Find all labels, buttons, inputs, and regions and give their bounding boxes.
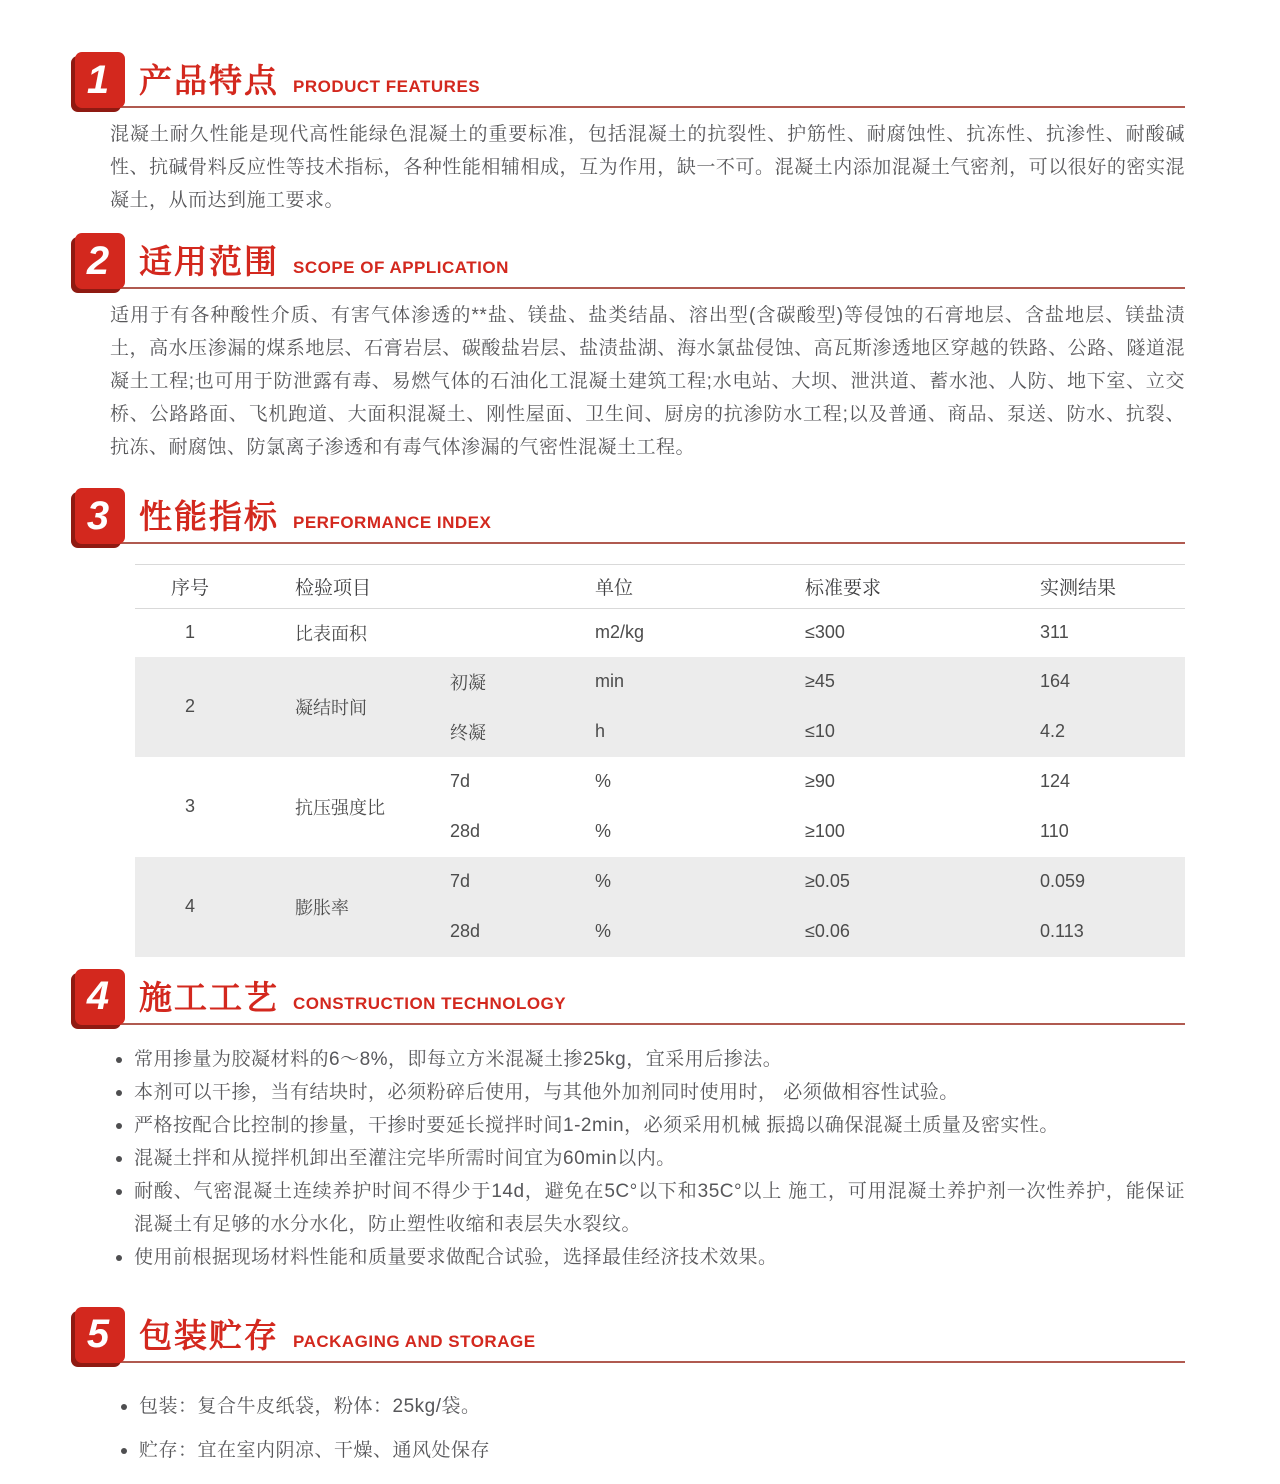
col-header-unit: 单位: [595, 578, 634, 599]
section-3-header: [75, 486, 1185, 546]
bullet-item: 常用掺量为胶凝材料的6～8%，即每立方米混凝土掺25kg，宜采用后掺法。: [113, 1043, 1185, 1076]
cell-standard: ≤0.06: [805, 921, 850, 941]
section-titles: [139, 236, 1185, 283]
section-title-zh: 性能指标: [139, 498, 279, 535]
cell-sub-item: 28d: [450, 821, 481, 841]
cell-unit: %: [595, 821, 612, 841]
section-number: 4: [86, 974, 110, 1018]
cell-standard: ≥100: [805, 821, 845, 841]
col-header-standard: 标准要求: [805, 578, 882, 599]
cell-sub-item: 初凝: [450, 672, 486, 693]
cell-item: 凝结时间: [295, 697, 367, 718]
section-number: 3: [86, 493, 110, 538]
section-number: 1: [86, 57, 110, 102]
section-number: 2: [86, 238, 110, 283]
bullet-item: 使用前根据现场材料性能和质量要求做配合试验，选择最佳经济技术效果。: [113, 1241, 1185, 1274]
bullet-item: 包装：复合牛皮纸袋，粉体：25kg/袋。: [118, 1390, 1185, 1423]
cell-sub-item: 7d: [450, 771, 471, 791]
cell-result: 124: [1040, 771, 1071, 791]
section-number-badge: [75, 52, 125, 108]
section-title-en: PACKAGING AND STORAGE: [293, 1331, 536, 1351]
section-number-badge: [75, 488, 125, 544]
section-number-badge: [75, 1307, 125, 1363]
construction-bullet-list: [113, 1043, 1185, 1274]
cell-no: 3: [184, 796, 195, 816]
section-titles: [139, 972, 1185, 1019]
cell-result: 0.113: [1040, 921, 1084, 941]
section-paragraph: 适用于有各种酸性介质、有害气体渗透的**盐、镁盐、盐类结晶、溶出型(含碳酸型)等侵蚀的石膏地层、含盐地层、镁盐渍土，高水压渗漏的煤系地层、石膏岩层、碳酸盐岩层、盐渍盐湖、海水氯盐侵蚀、高瓦斯渗透地区穿越的铁路、公路、隧道混凝土工程;也可用于防泄露有毒、易燃气体的石油化工混凝土建筑工程;水电站、大坝、泄洪道、蓄水池、人防、地下室、立交桥、公路路面、飞机跑道、大面积混凝土、刚性屋面、卫生间、厨房的抗渗防水工程;以及普通、商品、泵送、防水、抗裂、抗冻、耐腐蚀、防氯离子渗透和有毒气体渗漏的气密性混凝土工程。: [110, 305, 1185, 458]
cell-unit: %: [595, 771, 612, 791]
table-body: [135, 609, 1185, 957]
cell-unit: %: [595, 921, 612, 941]
packaging-bullet-list: [118, 1390, 1185, 1467]
cell-result: 0.059: [1040, 871, 1086, 891]
cell-no: 4: [184, 896, 195, 916]
cell-sub-item: 终凝: [450, 722, 486, 743]
col-header-item: 检验项目: [295, 578, 372, 599]
cell-result: 4.2: [1040, 721, 1066, 741]
col-header-no: 序号: [170, 578, 209, 599]
cell-unit: %: [595, 871, 612, 891]
cell-sub-item: 28d: [450, 921, 481, 941]
cell-standard: ≥90: [805, 771, 835, 791]
section-number: 5: [86, 1312, 110, 1356]
section-packaging-storage: [75, 1305, 1185, 1467]
section-paragraph: 混凝土耐久性能是现代高性能绿色混凝土的重要标准，包括混凝土的抗裂性、护筋性、耐腐蚀性、抗冻性、抗渗性、耐酸碱性、抗碱骨料反应性等技术指标，各种性能相辅相成，互为作用，缺一不可。混凝土内添加混凝土气密剂，可以很好的密实混凝土，从而达到施工要求。: [110, 124, 1185, 211]
cell-standard: ≥45: [805, 671, 835, 691]
section-titles: [139, 1310, 1185, 1357]
section-number-badge: [75, 233, 125, 289]
cell-standard: ≥0.05: [805, 871, 850, 891]
section-titles: [139, 55, 1185, 102]
table-row: [135, 609, 1185, 657]
cell-unit: min: [595, 671, 625, 691]
cell-unit: m2/kg: [595, 622, 645, 643]
section-title-en: PERFORMANCE INDEX: [293, 513, 492, 532]
header-underline: [75, 1023, 1185, 1025]
section-titles: [139, 491, 1185, 538]
cell-standard: ≤10: [805, 721, 835, 741]
header-underline: [75, 1361, 1185, 1363]
header-underline: [75, 106, 1185, 108]
section-4-header: [75, 967, 1185, 1027]
col-header-result: 实测结果: [1040, 578, 1117, 599]
bullet-item: 本剂可以干掺，当有结块时，必须粉碎后使用，与其他外加剂同时使用时， 必须做相容性试验。: [113, 1076, 1185, 1109]
cell-no: 1: [184, 622, 195, 643]
bullet-item: 混凝土拌和从搅拌机卸出至灌注完毕所需时间宜为60min以内。: [113, 1142, 1185, 1175]
header-underline: [75, 542, 1185, 544]
section-construction-technology: [75, 967, 1185, 1274]
performance-table: [135, 564, 1185, 957]
cell-item: 比表面积: [295, 623, 367, 644]
bullet-item: 耐酸、气密混凝土连续养护时间不得少于14d，避免在5C°以下和35C°以上 施工，可用混凝土养护剂一次性养护，能保证混凝土有足够的水分水化，防止塑性收缩和表层失水裂纹。: [113, 1175, 1185, 1241]
cell-standard: ≤300: [805, 622, 845, 643]
section-title-en: CONSTRUCTION TECHNOLOGY: [293, 993, 567, 1013]
table-row: [135, 857, 1185, 907]
section-1-header: [75, 50, 1185, 110]
cell-item: 膨胀率: [295, 897, 349, 918]
section-title-zh: 产品特点: [139, 62, 279, 99]
cell-sub-item: [435, 609, 575, 657]
section-title-zh: 施工工艺: [139, 978, 279, 1016]
section-title-zh: 适用范围: [139, 243, 279, 280]
cell-unit: h: [595, 721, 606, 741]
bullet-item: 严格按配合比控制的掺量，干掺时要延长搅拌时间1-2min，必须采用机械 振捣以确保混凝土质量及密实性。: [113, 1109, 1185, 1142]
cell-result: 164: [1040, 671, 1071, 691]
table-row: [135, 757, 1185, 807]
section-performance-index: [75, 486, 1185, 957]
section-title-en: SCOPE OF APPLICATION: [293, 258, 509, 277]
section-title-zh: 包装贮存: [139, 1316, 279, 1354]
bullet-item: 贮存：宜在室内阴凉、干燥、通风处保存: [118, 1434, 1185, 1467]
section-scope-of-application: [75, 231, 1185, 464]
header-underline: [75, 287, 1185, 289]
cell-sub-item: 7d: [450, 871, 471, 891]
cell-result: 110: [1040, 821, 1069, 841]
section-number-badge: [75, 969, 125, 1025]
section-5-header: [75, 1305, 1185, 1365]
cell-no: 2: [184, 696, 195, 716]
section-product-features: [75, 50, 1185, 217]
section-2-header: [75, 231, 1185, 291]
cell-result: 311: [1040, 622, 1069, 643]
table-header-row: [135, 565, 1185, 609]
table-row: [135, 657, 1185, 707]
section-title-en: PRODUCT FEATURES: [293, 77, 481, 96]
cell-item: 抗压强度比: [295, 797, 385, 818]
